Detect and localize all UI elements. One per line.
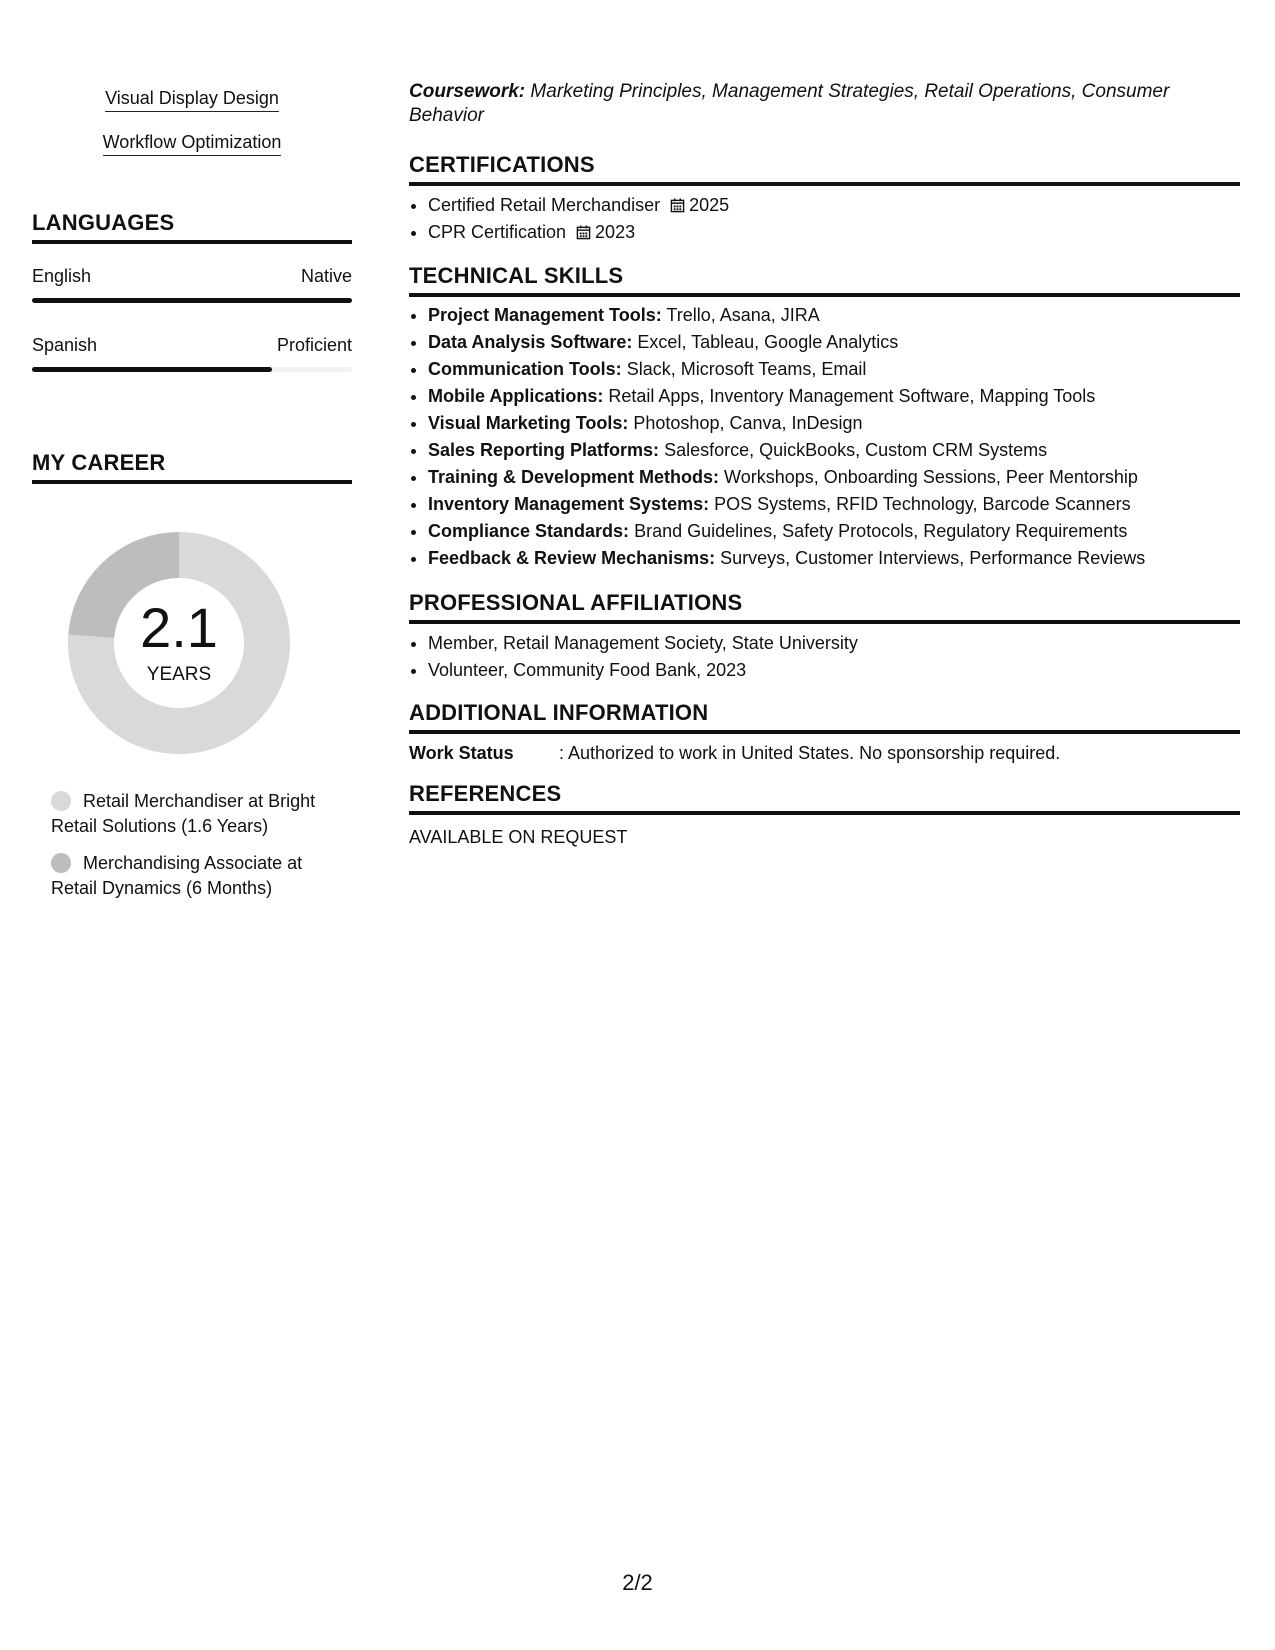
work-status-row [409, 743, 1060, 764]
technical-skill-value: Salesforce, QuickBooks, Custom CRM Systems [664, 440, 1048, 460]
affiliation-item: • Volunteer, Community Food Bank, 2023 [428, 657, 1240, 684]
technical-skill-item [428, 437, 1240, 464]
technical-skill-value: Photoshop, Canva, InDesign [633, 413, 863, 433]
technical-skill-item [428, 329, 1240, 356]
career-donut-chart [66, 530, 292, 756]
affiliations-list [409, 630, 1240, 684]
certification-item [428, 219, 1240, 246]
language-row [32, 266, 352, 287]
technical-skill-label: Feedback & Review Mechanisms: [428, 548, 716, 568]
language-row [32, 335, 352, 356]
technical-skill-item [428, 491, 1240, 518]
work-status-value: : Authorized to work in United States. No sponsorship required. [559, 743, 1061, 763]
language-proficiency-fill [32, 298, 352, 303]
coursework-label: Coursework: [409, 81, 526, 102]
certification-year: 2023 [595, 222, 636, 242]
additional-info-heading: ADDITIONAL INFORMATION [409, 700, 1240, 734]
career-legend-label: Retail Merchandiser at Bright Retail Solutions (1.6 Years) [51, 791, 316, 836]
technical-skills-list [409, 302, 1240, 572]
language-level: Proficient [276, 335, 352, 355]
languages-heading: LANGUAGES [32, 210, 352, 244]
technical-skills-heading: TECHNICAL SKILLS [409, 263, 1240, 297]
technical-skill-item [428, 383, 1240, 410]
certifications-heading: CERTIFICATIONS [409, 152, 1240, 186]
career-legend-dot [51, 853, 71, 873]
technical-skill-item [428, 410, 1240, 437]
technical-skill-label: Inventory Management Systems: [428, 494, 710, 514]
technical-skill-value: Retail Apps, Inventory Management Software, Mapping Tools [608, 386, 1096, 406]
career-heading: MY CAREER [32, 450, 352, 484]
technical-skill-item [428, 545, 1240, 572]
language-name: Spanish [32, 335, 98, 355]
certification-name: CPR Certification [428, 222, 567, 242]
page-number: 2/2 [622, 1570, 653, 1595]
technical-skill-label: Mobile Applications: [428, 386, 604, 406]
technical-skill-value: Excel, Tableau, Google Analytics [637, 332, 899, 352]
technical-skill-item [428, 464, 1240, 491]
technical-skill-label: Data Analysis Software: [428, 332, 633, 352]
language-name: English [32, 266, 92, 286]
language-proficiency-bar [32, 298, 352, 303]
work-status-label: Work Status [409, 743, 514, 763]
certification-name: Certified Retail Merchandiser [428, 195, 661, 215]
technical-skill-value: Brand Guidelines, Safety Protocols, Regulatory Requirements [634, 521, 1128, 541]
technical-skill-value: Trello, Asana, JIRA [666, 305, 820, 325]
language-level: Native [300, 266, 352, 286]
technical-skill-value: Slack, Microsoft Teams, Email [626, 359, 867, 379]
skill-tag-label: Visual Display Design [105, 88, 279, 112]
technical-skill-item [428, 518, 1240, 545]
coursework [409, 80, 1240, 128]
technical-skill-value: POS Systems, RFID Technology, Barcode Scanners [714, 494, 1131, 514]
technical-skill-value: Surveys, Customer Interviews, Performance Reviews [720, 548, 1146, 568]
skill-tag [32, 88, 352, 112]
calendar-icon [576, 225, 591, 240]
technical-skill-label: Sales Reporting Platforms: [428, 440, 660, 460]
certifications-list [409, 192, 1240, 246]
skill-tag-label: Workflow Optimization [103, 132, 282, 156]
references-heading: REFERENCES [409, 781, 1240, 815]
certification-item [428, 192, 1240, 219]
career-total-unit: YEARS [146, 664, 212, 685]
career-total-years: 2.1 [140, 596, 218, 659]
career-legend-dot [51, 791, 71, 811]
technical-skill-label: Communication Tools: [428, 359, 622, 379]
career-legend-item [51, 851, 341, 901]
language-proficiency-fill [32, 367, 272, 372]
calendar-icon [670, 198, 685, 213]
coursework-text: Marketing Principles, Management Strategies, Retail Operations, Consumer Behavior [409, 81, 1170, 126]
affiliations-heading: PROFESSIONAL AFFILIATIONS [409, 590, 1240, 624]
technical-skill-value: Workshops, Onboarding Sessions, Peer Mentorship [724, 467, 1138, 487]
certification-year: 2025 [689, 195, 730, 215]
technical-skill-label: Compliance Standards: [428, 521, 630, 541]
technical-skill-label: Training & Development Methods: [428, 467, 720, 487]
career-legend-item [51, 789, 341, 839]
technical-skill-item [428, 302, 1240, 329]
technical-skill-label: Project Management Tools: [428, 305, 662, 325]
language-proficiency-bar [32, 367, 352, 372]
references-value: AVAILABLE ON REQUEST [409, 827, 628, 847]
career-legend-label: Merchandising Associate at Retail Dynamics (6 Months) [51, 853, 303, 898]
affiliation-item: • Member, Retail Management Society, State University [428, 630, 1240, 657]
technical-skill-label: Visual Marketing Tools: [428, 413, 629, 433]
skill-tag [32, 132, 352, 156]
technical-skill-item [428, 356, 1240, 383]
